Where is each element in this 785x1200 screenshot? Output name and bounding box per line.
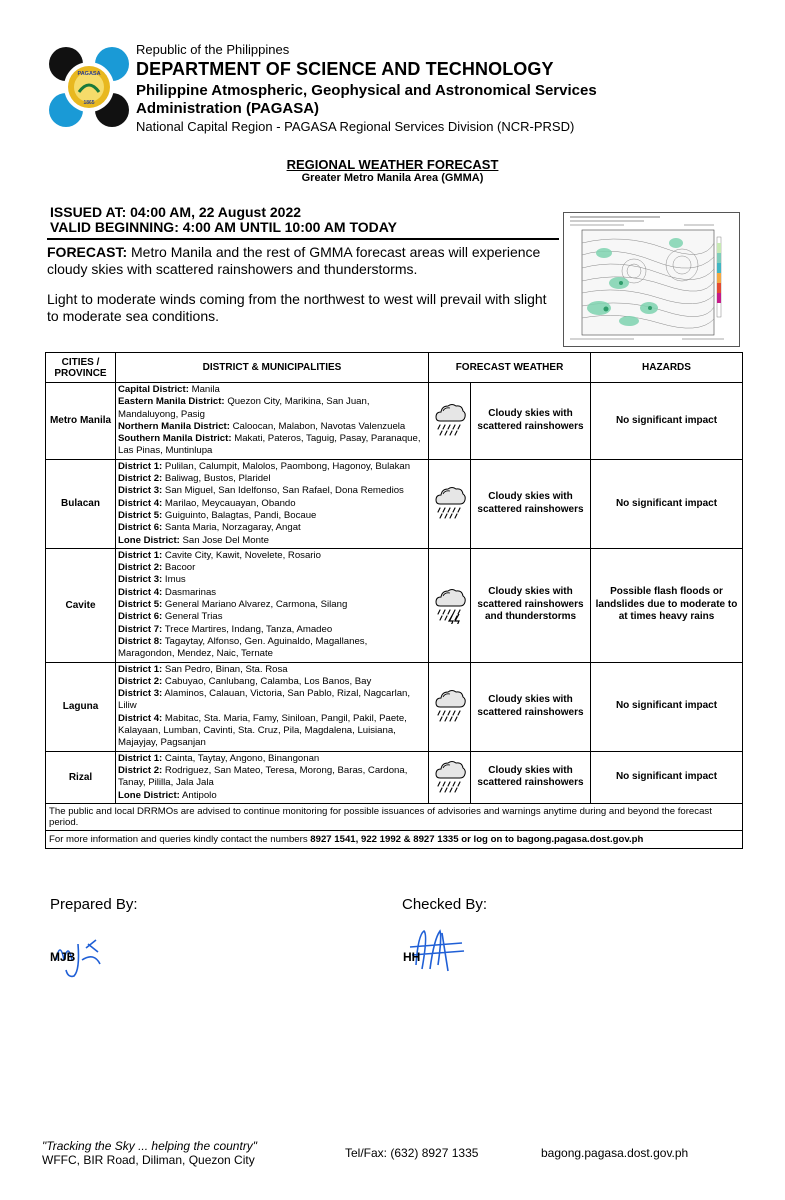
district-places: Quezon City, Marikina, San Juan, Mandaluyong, Pasig	[118, 396, 370, 420]
city-cell: Bulacan	[46, 459, 116, 548]
header-department: DEPARTMENT OF SCIENCE AND TECHNOLOGY	[136, 59, 554, 79]
district-label: Northern Manila District:	[118, 420, 230, 432]
winds-paragraph: Light to moderate winds coming from the northwest to west will prevail with slight to moderate sea conditions.	[47, 291, 547, 324]
header-district: DISTRICT & MUNICIPALITIES	[116, 353, 429, 383]
district-line	[118, 510, 426, 522]
district-cell	[116, 751, 429, 803]
district-places: Cavite City, Kawit, Novelete, Rosario	[164, 549, 321, 561]
prepared-initials: MJB	[50, 950, 76, 964]
district-places: Caloocan, Malabon, Navotas Valenzuela	[232, 420, 406, 432]
district-cell	[116, 548, 429, 662]
city-cell: Cavite	[46, 548, 116, 662]
district-line	[118, 384, 426, 396]
table-row	[46, 459, 743, 548]
district-label: District 6:	[118, 611, 163, 623]
district-label: District 3:	[118, 574, 163, 586]
district-label: District 1:	[118, 549, 163, 561]
logo-year: 1865	[83, 100, 95, 106]
district-line	[118, 433, 426, 458]
header-hazards: HAZARDS	[591, 353, 743, 383]
forecast-divider	[47, 238, 559, 240]
district-label: Lone District:	[118, 534, 180, 546]
weather-cell: Cloudy skies with scattered rainshowers and thunderstorms	[471, 548, 591, 662]
district-places: San Jose Del Monte	[182, 534, 269, 546]
district-places: Cainta, Taytay, Angono, Binangonan	[164, 752, 320, 764]
district-label: Lone District:	[118, 789, 180, 801]
hazard-cell: No significant impact	[591, 662, 743, 751]
district-line	[118, 765, 426, 790]
district-line	[118, 485, 426, 497]
document-title: REGIONAL WEATHER FORECAST	[286, 157, 499, 172]
district-line	[118, 522, 426, 534]
valid-beginning: VALID BEGINNING: 4:00 AM UNTIL 10:00 AM TODAY	[50, 219, 397, 235]
dost-logo	[46, 44, 132, 130]
prepared-by-label: Prepared By:	[50, 896, 138, 913]
district-line	[118, 790, 426, 802]
city-cell: Rizal	[46, 751, 116, 803]
header-republic: Republic of the Philippines	[136, 42, 290, 57]
district-label: District 2:	[118, 675, 163, 687]
district-places: Tagaytay, Alfonso, Gen. Aguinaldo, Magallanes, Maragondon, Mendez, Naic, Ternate	[118, 635, 368, 660]
district-places: General Mariano Alvarez, Carmona, Silang	[164, 599, 348, 611]
district-line	[118, 753, 426, 765]
document-subtitle: Greater Metro Manila Area (GMMA)	[301, 172, 484, 184]
district-places: Baliwag, Bustos, Plaridel	[164, 473, 271, 485]
table-row	[46, 662, 743, 751]
district-label: Southern Manila District:	[118, 433, 232, 445]
district-label: District 2:	[118, 764, 163, 776]
district-places: San Miguel, San Idelfonso, San Rafael, Dona Remedios	[164, 485, 404, 497]
district-places: Guiguinto, Balagtas, Pandi, Bocaue	[164, 509, 317, 521]
header-agency-line2: Administration (PAGASA)	[136, 100, 320, 117]
district-line	[118, 587, 426, 599]
hazard-cell: Possible flash floods or landslides due to moderate to at times heavy rains	[591, 548, 743, 662]
header-agency-line1: Philippine Atmospheric, Geophysical and Astronomical Services	[136, 82, 597, 99]
footer-telfax: Tel/Fax: (632) 8927 1335	[345, 1146, 479, 1160]
table-header-row	[46, 353, 743, 383]
footer-website: bagong.pagasa.dost.gov.ph	[541, 1146, 689, 1160]
district-label: District 4:	[118, 586, 163, 598]
district-places: Trece Martires, Indang, Tanza, Amadeo	[164, 623, 333, 635]
district-line	[118, 624, 426, 636]
cloud-rain-icon	[429, 383, 471, 460]
district-line	[118, 611, 426, 623]
district-label: District 1:	[118, 663, 163, 675]
table-row	[46, 548, 743, 662]
district-label: District 4:	[118, 712, 163, 724]
forecast-body: Metro Manila and the rest of GMMA forecast areas will experience cloudy skies with scattered rainshowers and thunderstorms.	[47, 244, 541, 277]
district-places: Dasmarinas	[164, 586, 217, 598]
district-label: District 6:	[118, 522, 163, 534]
header-region: National Capital Region - PAGASA Regional Services Division (NCR-PRSD)	[136, 119, 575, 134]
district-line	[118, 550, 426, 562]
district-places: Bacoor	[164, 562, 196, 574]
hazard-cell: No significant impact	[591, 459, 743, 548]
district-places: Manila	[191, 384, 220, 395]
weather-cell: Cloudy skies with scattered rainshowers	[471, 383, 591, 460]
district-line	[118, 664, 426, 676]
table-row	[46, 383, 743, 460]
district-places: Antipolo	[181, 789, 217, 801]
district-line	[118, 713, 426, 750]
district-label: District 1:	[118, 460, 163, 472]
table-row	[46, 751, 743, 803]
city-cell: Laguna	[46, 662, 116, 751]
issued-at: ISSUED AT: 04:00 AM, 22 August 2022	[50, 204, 302, 220]
checked-initials: HH	[403, 950, 421, 964]
district-cell	[116, 383, 429, 460]
hazard-cell: No significant impact	[591, 751, 743, 803]
contact-note	[46, 830, 743, 848]
district-line	[118, 461, 426, 473]
district-label: Eastern Manila District:	[118, 396, 225, 408]
district-places: Rodriguez, San Mateo, Teresa, Morong, Baras, Cardona, Tanay, Pililla, Jala Jala	[118, 764, 408, 789]
city-cell: Metro Manila	[46, 383, 116, 460]
district-line	[118, 498, 426, 510]
cloud-rain-icon	[429, 662, 471, 751]
weather-cell: Cloudy skies with scattered rainshowers	[471, 662, 591, 751]
contact-prefix: For more information and queries kindly contact the numbers	[49, 833, 311, 845]
contact-numbers: 8927 1541, 922 1992 & 8927 1335 or log on to bagong.pagasa.dost.gov.ph	[310, 833, 644, 845]
district-label: District 4:	[118, 497, 163, 509]
district-cell	[116, 459, 429, 548]
weather-cell: Cloudy skies with scattered rainshowers	[471, 459, 591, 548]
district-line	[118, 599, 426, 611]
district-label: District 5:	[118, 509, 163, 521]
cloud-rain-icon	[429, 459, 471, 548]
district-label: District 2:	[118, 562, 163, 574]
district-line	[118, 562, 426, 574]
district-label: District 3:	[118, 688, 163, 700]
district-places: Marilao, Meycauayan, Obando	[164, 497, 296, 509]
district-places: General Trias	[164, 611, 223, 623]
district-places: Makati, Pateros, Taguig, Pasay, Paranaque, Las Pinas, Muntinlupa	[118, 433, 421, 457]
district-places: Cabuyao, Canlubang, Calamba, Los Banos, Bay	[164, 675, 372, 687]
header-city: CITIES / PROVINCE	[46, 353, 116, 383]
district-label: District 3:	[118, 485, 163, 497]
district-places: Santa Maria, Norzagaray, Angat	[164, 522, 301, 534]
forecast-label: FORECAST:	[47, 244, 128, 260]
district-line	[118, 574, 426, 586]
district-label: District 8:	[118, 635, 163, 647]
district-line	[118, 473, 426, 485]
logo-text: PAGASA	[77, 71, 101, 77]
district-label: District 2:	[118, 473, 163, 485]
hazard-cell: No significant impact	[591, 383, 743, 460]
district-line	[118, 688, 426, 713]
footer-address: WFFC, BIR Road, Diliman, Quezon City	[42, 1153, 255, 1167]
forecast-paragraph	[47, 244, 557, 278]
district-line	[118, 396, 426, 421]
footer-tagline: "Tracking the Sky ... helping the country"	[42, 1139, 258, 1153]
district-label: Capital District:	[118, 384, 189, 395]
district-line	[118, 535, 426, 547]
weather-map-image	[563, 212, 740, 347]
district-places: Imus	[164, 574, 186, 586]
district-line	[118, 636, 426, 661]
district-places: Mabitac, Sta. Maria, Famy, Siniloan, Pangil, Pakil, Paete, Kalayaan, Lumban, Cavinti, Sta. Cruz, Pila, Magdalena, Luisiana, Majayjay, Pagsanjan	[118, 712, 407, 749]
advisory-note: The public and local DRRMOs are advised to continue monitoring for possible issuances of advisories and warnings anytime during and beyond the forecast period.	[46, 803, 743, 830]
cloud-thunder-icon	[429, 548, 471, 662]
district-label: District 5:	[118, 599, 163, 611]
district-places: Pulilan, Calumpit, Malolos, Paombong, Hagonoy, Bulakan	[164, 460, 411, 472]
district-places: Alaminos, Calauan, Victoria, San Pablo, Rizal, Nagcarlan, Liliw	[118, 688, 411, 712]
header-weather: FORECAST WEATHER	[429, 353, 591, 383]
forecast-table	[45, 352, 743, 849]
cloud-rain-icon	[429, 751, 471, 803]
district-line	[118, 676, 426, 688]
weather-cell: Cloudy skies with scattered rainshowers	[471, 751, 591, 803]
checked-by-label: Checked By:	[402, 896, 488, 913]
district-label: District 1:	[118, 752, 163, 764]
district-cell	[116, 662, 429, 751]
district-line	[118, 421, 426, 433]
district-label: District 7:	[118, 623, 163, 635]
district-places: San Pedro, Binan, Sta. Rosa	[164, 663, 288, 675]
